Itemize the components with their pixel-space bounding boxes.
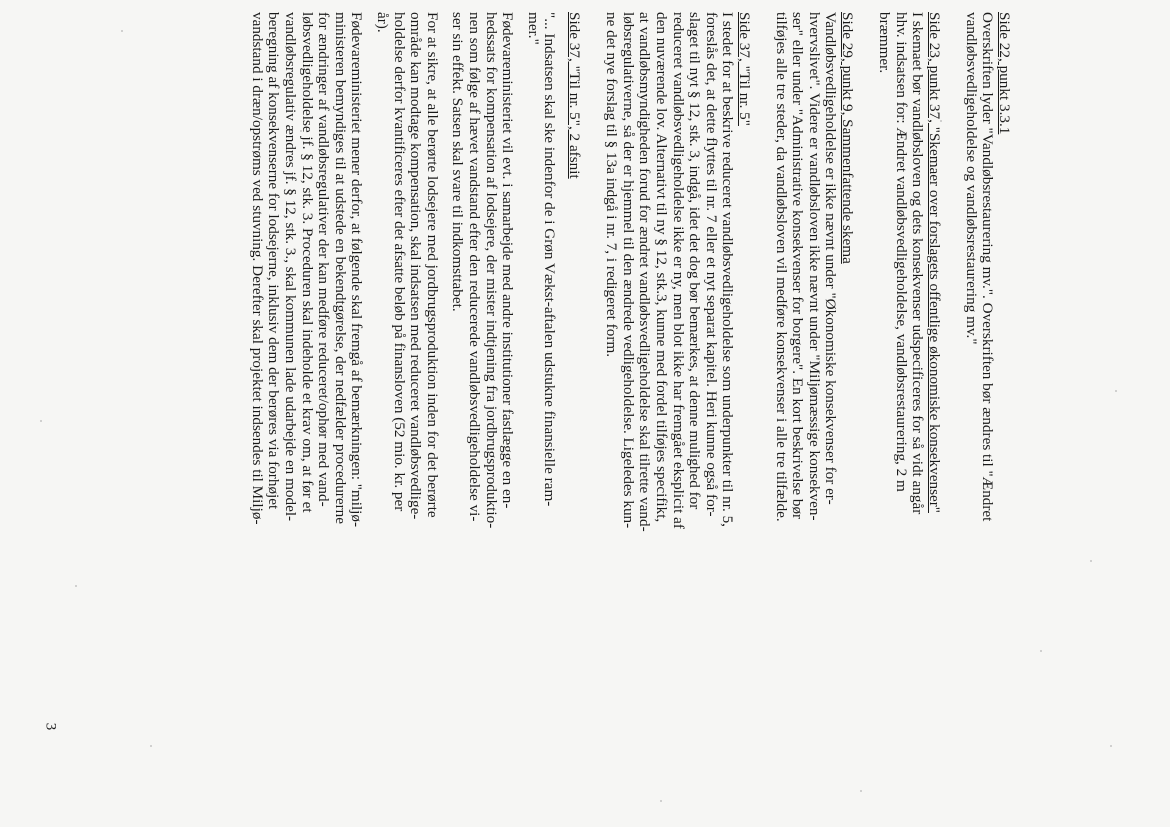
section-paragraph: Overskriften lyder "Vandløbsrestaurering mv.". Overskriften bør ændres til "Ændret vandløbsvedligeholdelse og vandløbsrestaurering mv.": [962, 12, 997, 522]
rotated-document-page: [152, 12, 1012, 732]
section-paragraph: Fødevareministeriet vil evt. i samarbejde med andre institutioner fastlægge en en- hedssats for kompensation af lodsejere, der mister indtjening fra jordbrugsproduktio- nen som følge af hævet vandstand efter den reducerede vandløbsvedligeholdelse vi- ser sin effekt. Satsen skal svare til indkomsttabet.: [449, 12, 517, 529]
section-heading: Side 23, punkt 37, "Skemaer over forslagets offentlige økonomiske konsekvenser": [926, 12, 943, 513]
section-side-22: [962, 12, 1012, 732]
section-paragraph: I skemaet bør vandløbsloven og dets konsekvenser udspecificeres for så vidt angår hhv. indsatsen for: Ændret vandløbsvedligeholdelse, vandløbsrestaurering, 2 m bræmmer.: [876, 12, 927, 515]
section-side-37-2-afsnit: [248, 12, 582, 732]
quoted-paragraph: "... Indsatsen skal ske indenfor de i Grøn Vækst-aftalen udstukne finansielle ram- mer.": [524, 12, 559, 507]
section-heading: Side 29, punkt 9, Sammenfattende skema: [839, 12, 856, 264]
page-number: 3: [42, 722, 59, 731]
section-heading: Side 37, "Til nr. 5": [736, 12, 753, 126]
section-side-23: [876, 12, 942, 732]
section-heading: Side 22, punkt 3.3.1: [996, 12, 1013, 135]
section-side-37-til-nr-5: [603, 12, 752, 732]
section-paragraph: Vandløbsvedligeholdelse er ikke nævnt under "Økonomiske konsekvenser for er- hvervslivet". Videre er vandløbsloven ikke nævnt under "Miljømæssige konsekven- ser" eller under "Administrative konsekvenser for borgere". En kort beskrivelse bør tilføjes alle tre steder, da vandløbsloven vil medføre konsekvenser i alle tre tilfælde.: [772, 12, 840, 522]
section-paragraph: Fødevareministeriet mener derfor, at følgende skal fremgå af bemærkningen: "miljø- ministeren bemyndiges til at udstede en bekendtgørelse, der nedfælder procedurerne for ændringer af vandløbsregulativer der kan medføre reduceret/ophør med vand- løbsvedligeholdelse jf. § 12, stk. 3. Proceduren skal indeholde et krav om, at før et vandløbsregulativ ændres jf. § 12, stk. 3., skal kommunen lade udarbejde en model- beregning af konsekvenserne for lodsejerne, inklusiv dem der berøres via forhøjet vandstand i dræn/opstrøms ved stuvning. Derefter skal projektet indsendes til Miljø-: [248, 12, 366, 528]
section-paragraph: I stedet for at beskrive reduceret vandløbsvedligeholdelse som underpunkter til nr. 5, foreslås det, at dette flyttes til nr. 7 eller et nyt separat kapitel. Heri kunne også for- slaget til nyt § 12, stk. 3, indgå, idet det dog bør bemærkes, at denne mulighed for reduceret vandløbsvedligeholdelse ikke er ny, men blot ikke har fremgået eksplicit af den nuværende lov. Alternativt til ny § 12, stk.3, kunne med fordel tilføjes specifikt, at vandløbsmyndigheden forud for ændret vandløbsvedligeholdelse skal tilrette vand- løbsregulativerne, så der er hjemmel til den ændrede vedligeholdelse. Ligeledes kun- ne det nye forslag til § 13a indgå i nr. 7, i redigeret form.: [603, 12, 737, 532]
section-paragraph: For at sikre, at alle berørte lodsejere med jordbrugsproduktion inden for det berørte område kan modtage kompensation, skal indsatsen med reduceret vandløbsvedlige- holdelse derfor kvantificeres efter det afsatte beløb på finansloven (52 mio. kr. per år).: [374, 12, 441, 520]
section-heading: Side 37, "Til nr. 5", 2 afsnit: [566, 12, 583, 179]
section-side-29: [772, 12, 855, 732]
